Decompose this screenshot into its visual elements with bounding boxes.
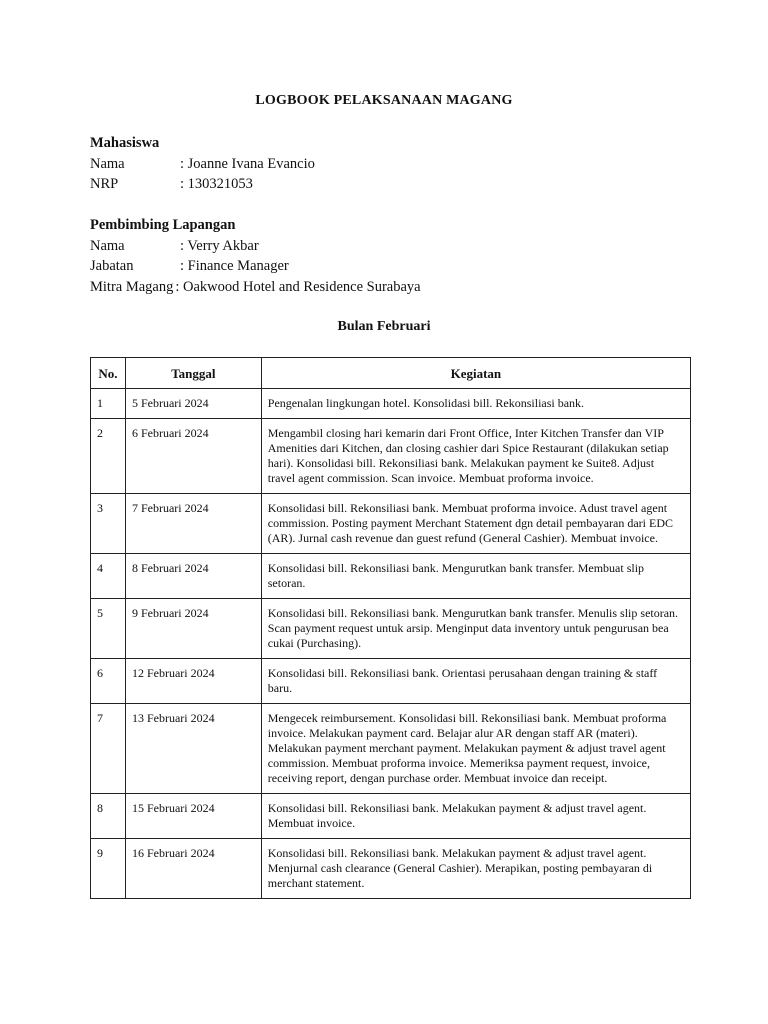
table-row (91, 839, 691, 899)
page-title: LOGBOOK PELAKSANAAN MAGANG (255, 93, 513, 108)
cell-no: 5 (91, 599, 126, 659)
table-row (91, 419, 691, 494)
cell-kegiatan: Konsolidasi bill. Rekonsiliasi bank. Membuat proforma invoice. Adust travel agent commission. Posting payment Merchant Statement dgn detail pembayaran dari EDC (AR). Jurnal cash revenue dan guest refund (General Cashier). Membuat invoice. (261, 494, 690, 554)
student-nrp-row (90, 174, 690, 195)
internship-partner-value: : Oakwood Hotel and Residence Surabaya (175, 279, 421, 296)
cell-tanggal: 12 Februari 2024 (125, 659, 261, 704)
cell-kegiatan: Konsolidasi bill. Rekonsiliasi bank. Mengurutkan bank transfer. Menulis slip setoran. Scan payment request untuk arsip. Menginput data inventory untuk pengurusan bea cukai (Purchasing). (261, 599, 690, 659)
table-row (91, 704, 691, 794)
cell-no: 9 (91, 839, 126, 899)
supervisor-position-row (90, 256, 690, 277)
cell-tanggal: 6 Februari 2024 (125, 419, 261, 494)
supervisor-position-value: : Finance Manager (180, 258, 289, 275)
cell-no: 1 (91, 389, 126, 419)
cell-kegiatan: Konsolidasi bill. Rekonsiliasi bank. Melakukan payment & adjust travel agent. Menjurnal cash clearance (General Cashier). Merapikan, posting pembayaran di merchant statement. (261, 839, 690, 899)
cell-kegiatan: Pengenalan lingkungan hotel. Konsolidasi bill. Rekonsiliasi bank. (261, 389, 690, 419)
cell-no: 2 (91, 419, 126, 494)
cell-tanggal: 7 Februari 2024 (125, 494, 261, 554)
table-header-row (91, 358, 691, 389)
student-name-value: : Joanne Ivana Evancio (180, 155, 315, 172)
supervisor-section (90, 215, 690, 298)
header-kegiatan: Kegiatan (261, 358, 690, 389)
table-row (91, 794, 691, 839)
table-row (91, 494, 691, 554)
student-section (90, 133, 690, 195)
student-heading: Mahasiswa (90, 135, 160, 151)
cell-tanggal: 16 Februari 2024 (125, 839, 261, 899)
cell-kegiatan: Mengecek reimbursement. Konsolidasi bill. Rekonsiliasi bank. Membuat proforma invoice. Melakukan payment card. Belajar alur AR dengan staff AR (materi). Melakukan payment merchant payment. Melakukan payment & adjust travel agent commission. Membuat proforma invoice. Memeriksa payment request, invoice, receiving report, dengan purchase order. Membuat invoice dan receipt. (261, 704, 690, 794)
cell-no: 6 (91, 659, 126, 704)
supervisor-position-label: Jabatan (90, 258, 134, 275)
cell-tanggal: 13 Februari 2024 (125, 704, 261, 794)
supervisor-heading: Pembimbing Lapangan (90, 217, 236, 233)
supervisor-name-value: : Verry Akbar (180, 237, 259, 254)
student-nrp-label: NRP (90, 176, 119, 193)
cell-tanggal: 9 Februari 2024 (125, 599, 261, 659)
table-row (91, 389, 691, 419)
cell-kegiatan: Konsolidasi bill. Rekonsiliasi bank. Mengurutkan bank transfer. Membuat slip setoran. (261, 554, 690, 599)
table-row (91, 599, 691, 659)
student-nrp-value: : 130321053 (180, 176, 253, 193)
cell-no: 4 (91, 554, 126, 599)
header-tanggal: Tanggal (125, 358, 261, 389)
cell-no: 3 (91, 494, 126, 554)
internship-partner-label: Mitra Magang (90, 279, 174, 296)
student-name-row (90, 154, 690, 175)
cell-tanggal: 5 Februari 2024 (125, 389, 261, 419)
cell-kegiatan: Konsolidasi bill. Rekonsiliasi bank. Melakukan payment & adjust travel agent. Membuat invoice. (261, 794, 690, 839)
month-heading: Bulan Februari (337, 319, 431, 334)
supervisor-name-label: Nama (90, 237, 125, 254)
table-row (91, 659, 691, 704)
cell-tanggal: 15 Februari 2024 (125, 794, 261, 839)
cell-tanggal: 8 Februari 2024 (125, 554, 261, 599)
student-name-label: Nama (90, 155, 125, 172)
cell-no: 7 (91, 704, 126, 794)
header-no: No. (91, 358, 126, 389)
logbook-table (90, 357, 691, 899)
cell-kegiatan: Mengambil closing hari kemarin dari Front Office, Inter Kitchen Transfer dan VIP Amenities dari Kitchen, dan closing cashier dari Spice Restaurant (dilakukan setiap hari). Konsolidasi bill. Rekonsiliasi bank. Melakukan payment ke Suite8. Adjust travel agent commission. Scan invoice. Membuat proforma invoice. (261, 419, 690, 494)
internship-partner-row (90, 277, 690, 298)
supervisor-name-row (90, 236, 690, 257)
table-row (91, 554, 691, 599)
cell-kegiatan: Konsolidasi bill. Rekonsiliasi bank. Orientasi perusahaan dengan training & staff baru. (261, 659, 690, 704)
cell-no: 8 (91, 794, 126, 839)
